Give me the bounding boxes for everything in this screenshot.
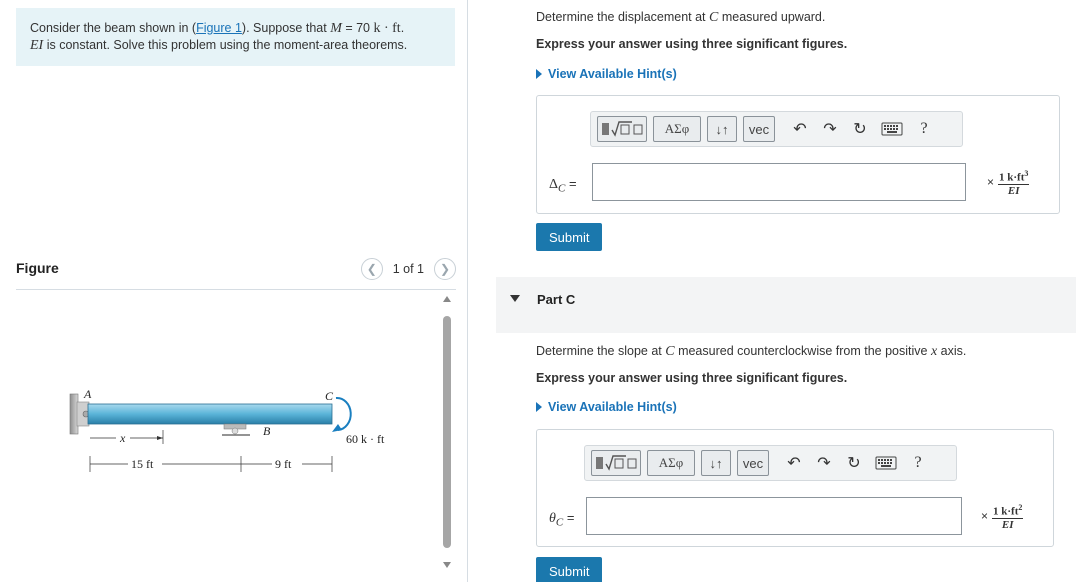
left-panel bbox=[0, 0, 468, 582]
moment-variable: M bbox=[330, 21, 342, 36]
greek-symbols-button[interactable]: ΑΣφ bbox=[653, 116, 701, 142]
beam bbox=[88, 404, 332, 424]
units-fraction bbox=[998, 168, 1029, 197]
moment-arrowhead bbox=[332, 424, 342, 432]
figure-link[interactable]: Figure 1 bbox=[196, 21, 242, 35]
subscript-superscript-button[interactable]: ↓↑ bbox=[707, 116, 737, 142]
times-sign: × bbox=[987, 175, 995, 190]
part-c-instructions: Express your answer using three significant figures. bbox=[536, 371, 848, 385]
units-numerator bbox=[998, 168, 1029, 185]
units-num-text: 1 k·ft bbox=[999, 171, 1025, 184]
vector-button[interactable]: vec bbox=[737, 450, 769, 476]
part-b-math-toolbar bbox=[590, 111, 963, 147]
ei-variable: EI bbox=[30, 38, 44, 53]
units-num-text: 1 k·ft bbox=[993, 505, 1019, 518]
problem-statement bbox=[16, 8, 455, 66]
beam-figure bbox=[60, 380, 400, 490]
label-b: B bbox=[263, 424, 271, 438]
part-c-answer-label bbox=[549, 510, 574, 529]
x-dimension-arrowhead bbox=[157, 436, 163, 440]
units-denominator: EI bbox=[1001, 518, 1014, 531]
label-x: x bbox=[120, 431, 126, 445]
prompt-text: axis. bbox=[937, 344, 967, 358]
figure-header bbox=[16, 258, 456, 290]
units-denominator: EI bbox=[1007, 184, 1020, 197]
part-b-submit-button[interactable]: Submit bbox=[536, 223, 602, 251]
equals-sign: = bbox=[565, 176, 577, 191]
problem-text: ). Suppose that bbox=[241, 21, 331, 35]
theta-symbol: θ bbox=[549, 511, 556, 526]
part-c-answer-input[interactable] bbox=[586, 497, 962, 535]
part-b-answer-input[interactable] bbox=[592, 163, 966, 201]
caret-right-icon bbox=[536, 402, 542, 412]
moment-value: = 70 bbox=[341, 21, 374, 35]
units-exponent: 2 bbox=[1018, 503, 1023, 512]
part-b-instructions: Express your answer using three significant figures. bbox=[536, 37, 848, 51]
reset-icon[interactable]: ↻ bbox=[847, 455, 861, 472]
label-dim2: 9 ft bbox=[275, 457, 292, 471]
figure-title: Figure bbox=[16, 260, 59, 276]
subscript-c: C bbox=[558, 182, 566, 195]
undo-icon[interactable]: ↶ bbox=[787, 455, 801, 472]
units-numerator bbox=[992, 502, 1023, 519]
fraction-sqrt-icon bbox=[600, 120, 644, 138]
scroll-up-arrow-icon[interactable] bbox=[443, 296, 451, 302]
problem-text: . bbox=[400, 21, 405, 35]
prompt-text: measured counterclockwise from the positive bbox=[674, 344, 931, 358]
part-c-hint-link[interactable] bbox=[536, 400, 677, 414]
prompt-axis-variable: x bbox=[930, 344, 938, 359]
label-c: C bbox=[325, 389, 334, 403]
part-b-prompt bbox=[536, 10, 825, 26]
caret-right-icon bbox=[536, 69, 542, 79]
prompt-variable: C bbox=[665, 344, 675, 359]
chevron-left-icon: ❮ bbox=[366, 262, 377, 276]
chevron-right-icon: ❯ bbox=[439, 262, 451, 276]
problem-text: is constant. Solve this problem using the moment-area theorems. bbox=[43, 38, 408, 52]
prev-figure-button[interactable] bbox=[361, 258, 383, 280]
figure-pager bbox=[361, 258, 456, 280]
moment-units: k · ft bbox=[373, 21, 401, 36]
scroll-down-arrow-icon[interactable] bbox=[443, 562, 451, 568]
part-b-answer-box bbox=[536, 95, 1060, 214]
help-icon[interactable]: ? bbox=[920, 120, 928, 137]
greek-symbols-button[interactable]: ΑΣφ bbox=[647, 450, 695, 476]
figure-scrollbar[interactable] bbox=[440, 296, 454, 576]
part-c-submit-button[interactable]: Submit bbox=[536, 557, 602, 582]
problem-line-2 bbox=[30, 37, 441, 54]
reset-icon[interactable]: ↻ bbox=[853, 121, 867, 138]
hint-label: View Available Hint(s) bbox=[548, 400, 677, 414]
equals-sign: = bbox=[563, 510, 575, 525]
problem-line-1 bbox=[30, 20, 441, 37]
redo-icon[interactable]: ↷ bbox=[817, 455, 831, 472]
label-a: A bbox=[84, 387, 92, 401]
prompt-text: Determine the displacement at bbox=[536, 10, 710, 24]
part-b-hint-link[interactable] bbox=[536, 67, 677, 81]
redo-icon[interactable]: ↷ bbox=[823, 121, 837, 138]
delta-symbol: Δ bbox=[549, 177, 559, 192]
part-b-units bbox=[987, 168, 1029, 197]
part-c-answer-box bbox=[536, 429, 1054, 547]
part-b-answer-label bbox=[549, 176, 577, 195]
keyboard-icon[interactable] bbox=[879, 116, 905, 142]
vector-button[interactable]: vec bbox=[743, 116, 775, 142]
problem-text: Consider the beam shown in ( bbox=[30, 21, 197, 35]
units-fraction bbox=[992, 502, 1023, 531]
prompt-variable: C bbox=[709, 10, 719, 25]
template-button[interactable] bbox=[591, 450, 641, 476]
part-c-units bbox=[981, 502, 1023, 531]
caret-down-icon bbox=[510, 295, 520, 302]
times-sign: × bbox=[981, 509, 989, 524]
part-c-title: Part C bbox=[537, 292, 576, 307]
help-icon[interactable]: ? bbox=[914, 454, 922, 471]
undo-icon[interactable]: ↶ bbox=[793, 121, 807, 138]
template-button[interactable] bbox=[597, 116, 647, 142]
part-c-header[interactable] bbox=[496, 277, 1076, 333]
units-exponent: 3 bbox=[1024, 169, 1029, 178]
figure-page-indicator: 1 of 1 bbox=[392, 262, 424, 276]
part-c-prompt bbox=[536, 344, 966, 360]
subscript-superscript-button[interactable]: ↓↑ bbox=[701, 450, 731, 476]
roller-wheel bbox=[232, 428, 238, 434]
scroll-thumb[interactable] bbox=[443, 316, 451, 548]
next-figure-button[interactable] bbox=[434, 258, 456, 280]
hint-label: View Available Hint(s) bbox=[548, 67, 677, 81]
part-c-math-toolbar bbox=[584, 445, 957, 481]
keyboard-icon[interactable] bbox=[873, 450, 899, 476]
moment-label: 60 k · ft bbox=[346, 432, 385, 446]
subscript-c: C bbox=[555, 516, 564, 529]
label-dim1: 15 ft bbox=[131, 457, 154, 471]
prompt-text: measured upward. bbox=[718, 10, 826, 24]
fraction-sqrt-icon bbox=[594, 454, 638, 472]
prompt-text: Determine the slope at bbox=[536, 344, 666, 358]
